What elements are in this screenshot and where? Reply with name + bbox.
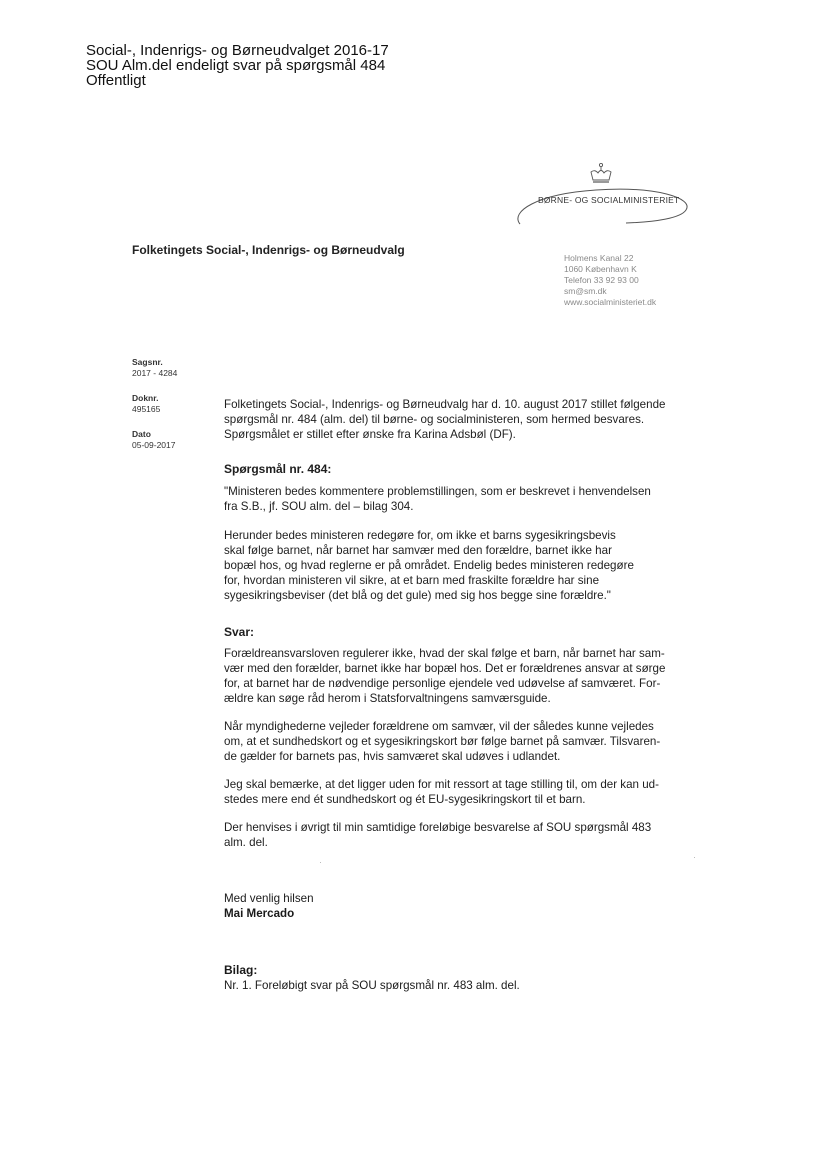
attachments-section: [224, 963, 520, 993]
address-city: 1060 København K: [564, 264, 637, 274]
answer-text-line: vær med den forælder, barnet ikke har bopæl hos. Det er forældrenes ansvar at sørge: [224, 662, 666, 675]
dato-label: Dato: [132, 429, 151, 439]
closing-text: Med venlig hilsen: [224, 892, 314, 905]
meta-dato: [132, 429, 175, 451]
stamp-line-case: SOU Alm.del endeligt svar på spørgsmål 484: [86, 57, 386, 74]
question-text-line: sygesikringsbeviser (det blå og det gule) med sig hos begge sine forældre.": [224, 589, 611, 602]
question-section: [224, 462, 694, 603]
question-text-line: Herunder bedes ministeren redegøre for, om ikke et barns sygesikringsbevis: [224, 529, 616, 542]
doknr-label: Doknr.: [132, 393, 159, 403]
stamp-line-status: Offentligt: [86, 72, 146, 89]
meta-sagsnr: [132, 357, 177, 379]
intro-line: Folketingets Social-, Indenrigs- og Børneudvalg har d. 10. august 2017 stillet følgende: [224, 398, 666, 411]
question-text-line: for, hvordan ministeren vil sikre, at et barn med fraskilte forældre har sine: [224, 574, 600, 587]
question-text-line: "Ministeren bedes kommentere problemstillingen, som er beskrevet i henvendelsen: [224, 485, 651, 498]
answer-text-line: Forældreansvarsloven regulerer ikke, hvad der skal følge et barn, når barnet har sam-: [224, 647, 665, 660]
address-email: sm@sm.dk: [564, 286, 607, 296]
intro-line: spørgsmål nr. 484 (alm. del) til børne- og socialministeren, som hermed besvares.: [224, 413, 645, 426]
sender-address: [564, 253, 656, 308]
answer-text-line: Når myndighederne vejleder forældrene om samvær, vil der således kunne vejledes: [224, 720, 654, 733]
question-text-line: skal følge barnet, når barnet har samvær med den forældre, barnet ikke har: [224, 544, 612, 557]
question-heading: Spørgsmål nr. 484:: [224, 462, 332, 476]
dato-value: 05-09-2017: [132, 440, 176, 450]
question-text-line: fra S.B., jf. SOU alm. del – bilag 304.: [224, 500, 414, 513]
attachment-item: Nr. 1. Foreløbigt svar på SOU spørgsmål nr. 483 alm. del.: [224, 979, 520, 992]
address-street: Holmens Kanal 22: [564, 253, 634, 263]
answer-text-line: om, at et sundhedskort og et sygesikringskort bør følge barnet på samvær. Tilsvaren-: [224, 735, 661, 748]
answer-text-line: Jeg skal bemærke, at det ligger uden for mit ressort at tage stilling til, om der kan ud-: [224, 778, 659, 791]
document-stamp: [86, 43, 389, 88]
meta-doknr: [132, 393, 160, 415]
answer-text-line: for, at barnet har de nødvendige personlige ejendele ved udøvelse af samværet. For-: [224, 677, 661, 690]
answer-text-line: alm. del.: [224, 836, 268, 849]
attachments-heading: Bilag:: [224, 963, 258, 977]
signature-block: [224, 891, 314, 921]
answer-text-line: Der henvises i øvrigt til min samtidige foreløbige besvarelse af SOU spørgsmål 483: [224, 821, 652, 834]
ministry-logo: [506, 162, 692, 232]
answer-section: [224, 625, 694, 850]
recipient: Folketingets Social-, Indenrigs- og Børneudvalg: [132, 243, 405, 257]
address-web: www.socialministeriet.dk: [564, 297, 657, 307]
question-text-line: bopæl hos, og hvad reglerne er på området. Endelig bedes ministeren redegøre: [224, 559, 634, 572]
signer-name: Mai Mercado: [224, 907, 295, 920]
sagsnr-label: Sagsnr.: [132, 357, 163, 367]
answer-text-line: ældre kan søge råd herom i Statsforvaltningens samværsguide.: [224, 692, 551, 705]
intro-paragraph: [224, 397, 694, 442]
sagsnr-value: 2017 - 4284: [132, 368, 178, 378]
stamp-line-committee: Social-, Indenrigs- og Børneudvalget 2016-17: [86, 42, 389, 59]
answer-text-line: de gælder for barnets pas, hvis samværet skal udøves i udlandet.: [224, 750, 561, 763]
logo-text: BØRNE- OG SOCIALMINISTERIET: [538, 195, 680, 205]
doknr-value: 495165: [132, 404, 161, 414]
answer-text-line: stedes mere end ét sundhedskort og ét EU-sygesikringskort til et barn.: [224, 793, 586, 806]
intro-line: Spørgsmålet er stillet efter ønske fra Karina Adsbøl (DF).: [224, 428, 516, 441]
answer-heading: Svar:: [224, 625, 255, 639]
address-phone: Telefon 33 92 93 00: [564, 275, 639, 285]
